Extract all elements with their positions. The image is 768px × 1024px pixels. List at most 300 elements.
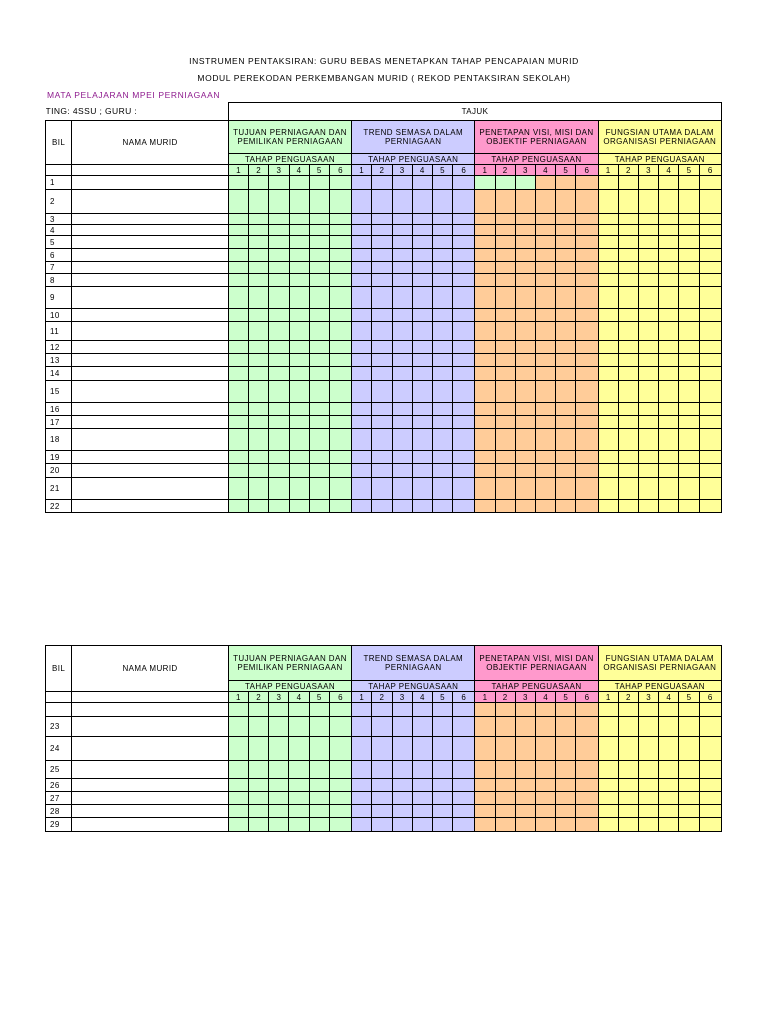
level-cell[interactable]: [598, 249, 618, 262]
level-cell[interactable]: [329, 367, 351, 381]
level-cell[interactable]: [289, 341, 309, 354]
level-cell[interactable]: [392, 309, 412, 322]
level-cell[interactable]: [659, 176, 679, 190]
level-cell[interactable]: [249, 287, 269, 309]
level-cell[interactable]: [372, 274, 392, 287]
level-cell[interactable]: [412, 176, 432, 190]
level-cell[interactable]: [352, 779, 372, 792]
level-cell[interactable]: [352, 737, 372, 761]
level-cell[interactable]: [475, 367, 495, 381]
level-cell[interactable]: [515, 761, 535, 779]
level-cell[interactable]: [556, 703, 576, 717]
level-cell[interactable]: [475, 381, 495, 403]
level-cell[interactable]: [412, 214, 432, 225]
level-cell[interactable]: [679, 249, 699, 262]
level-cell[interactable]: [352, 818, 372, 832]
level-cell[interactable]: [699, 262, 721, 274]
level-cell[interactable]: [412, 354, 432, 367]
level-cell[interactable]: [309, 225, 329, 236]
level-cell[interactable]: [536, 703, 556, 717]
level-cell[interactable]: [495, 367, 515, 381]
level-cell[interactable]: [412, 478, 432, 500]
level-cell[interactable]: [535, 249, 555, 262]
level-cell[interactable]: [679, 341, 699, 354]
level-cell[interactable]: [639, 805, 659, 818]
level-cell[interactable]: [392, 717, 412, 737]
level-cell[interactable]: [412, 190, 432, 214]
level-cell[interactable]: [289, 500, 309, 513]
level-cell[interactable]: [598, 429, 618, 451]
level-cell[interactable]: [618, 403, 638, 416]
level-cell[interactable]: [495, 779, 515, 792]
level-cell[interactable]: [659, 779, 679, 792]
level-cell[interactable]: [495, 703, 515, 717]
student-name-cell[interactable]: [72, 214, 229, 225]
level-cell[interactable]: [598, 322, 618, 341]
level-cell[interactable]: [495, 287, 515, 309]
level-cell[interactable]: [535, 176, 555, 190]
level-cell[interactable]: [495, 464, 515, 478]
level-cell[interactable]: [372, 779, 392, 792]
level-cell[interactable]: [432, 429, 452, 451]
level-cell[interactable]: [576, 367, 598, 381]
level-cell[interactable]: [372, 214, 392, 225]
level-cell[interactable]: [309, 367, 329, 381]
level-cell[interactable]: [228, 779, 248, 792]
level-cell[interactable]: [392, 236, 412, 249]
level-cell[interactable]: [432, 478, 452, 500]
level-cell[interactable]: [269, 403, 289, 416]
level-cell[interactable]: [639, 274, 659, 287]
level-cell[interactable]: [352, 249, 372, 262]
level-cell[interactable]: [249, 274, 269, 287]
level-cell[interactable]: [618, 341, 638, 354]
level-cell[interactable]: [228, 262, 248, 274]
level-cell[interactable]: [372, 403, 392, 416]
level-cell[interactable]: [329, 805, 351, 818]
level-cell[interactable]: [289, 236, 309, 249]
level-cell[interactable]: [598, 779, 618, 792]
level-cell[interactable]: [495, 236, 515, 249]
level-cell[interactable]: [412, 500, 432, 513]
level-cell[interactable]: [576, 322, 598, 341]
level-cell[interactable]: [515, 429, 535, 451]
level-cell[interactable]: [679, 429, 699, 451]
level-cell[interactable]: [432, 403, 452, 416]
level-cell[interactable]: [453, 367, 475, 381]
level-cell[interactable]: [659, 451, 679, 464]
level-cell[interactable]: [249, 478, 269, 500]
level-cell[interactable]: [679, 236, 699, 249]
level-cell[interactable]: [679, 274, 699, 287]
level-cell[interactable]: [453, 381, 475, 403]
level-cell[interactable]: [269, 761, 289, 779]
level-cell[interactable]: [329, 249, 351, 262]
level-cell[interactable]: [618, 429, 638, 451]
level-cell[interactable]: [228, 703, 248, 717]
level-cell[interactable]: [412, 737, 432, 761]
level-cell[interactable]: [598, 500, 618, 513]
level-cell[interactable]: [432, 792, 452, 805]
level-cell[interactable]: [249, 225, 269, 236]
level-cell[interactable]: [453, 403, 475, 416]
level-cell[interactable]: [639, 737, 659, 761]
level-cell[interactable]: [309, 249, 329, 262]
level-cell[interactable]: [679, 451, 699, 464]
level-cell[interactable]: [453, 805, 475, 818]
level-cell[interactable]: [598, 703, 618, 717]
level-cell[interactable]: [475, 500, 495, 513]
level-cell[interactable]: [515, 322, 535, 341]
level-cell[interactable]: [659, 381, 679, 403]
level-cell[interactable]: [309, 309, 329, 322]
level-cell[interactable]: [329, 354, 351, 367]
level-cell[interactable]: [699, 416, 721, 429]
level-cell[interactable]: [392, 818, 412, 832]
level-cell[interactable]: [515, 341, 535, 354]
level-cell[interactable]: [659, 403, 679, 416]
level-cell[interactable]: [576, 464, 598, 478]
level-cell[interactable]: [475, 287, 495, 309]
level-cell[interactable]: [352, 403, 372, 416]
level-cell[interactable]: [309, 403, 329, 416]
level-cell[interactable]: [679, 381, 699, 403]
level-cell[interactable]: [475, 703, 495, 717]
level-cell[interactable]: [576, 225, 598, 236]
level-cell[interactable]: [392, 287, 412, 309]
level-cell[interactable]: [269, 214, 289, 225]
level-cell[interactable]: [535, 236, 555, 249]
level-cell[interactable]: [576, 381, 598, 403]
level-cell[interactable]: [515, 381, 535, 403]
level-cell[interactable]: [372, 429, 392, 451]
level-cell[interactable]: [535, 287, 555, 309]
level-cell[interactable]: [269, 176, 289, 190]
level-cell[interactable]: [289, 451, 309, 464]
level-cell[interactable]: [495, 354, 515, 367]
level-cell[interactable]: [392, 354, 412, 367]
level-cell[interactable]: [618, 249, 638, 262]
level-cell[interactable]: [556, 381, 576, 403]
level-cell[interactable]: [249, 805, 269, 818]
level-cell[interactable]: [495, 225, 515, 236]
level-cell[interactable]: [392, 322, 412, 341]
level-cell[interactable]: [392, 341, 412, 354]
level-cell[interactable]: [659, 478, 679, 500]
level-cell[interactable]: [536, 792, 556, 805]
level-cell[interactable]: [699, 287, 721, 309]
level-cell[interactable]: [249, 309, 269, 322]
level-cell[interactable]: [309, 451, 329, 464]
level-cell[interactable]: [453, 429, 475, 451]
level-cell[interactable]: [515, 287, 535, 309]
level-cell[interactable]: [432, 214, 452, 225]
level-cell[interactable]: [372, 249, 392, 262]
level-cell[interactable]: [598, 761, 618, 779]
level-cell[interactable]: [269, 249, 289, 262]
level-cell[interactable]: [372, 703, 392, 717]
level-cell[interactable]: [352, 478, 372, 500]
level-cell[interactable]: [679, 403, 699, 416]
level-cell[interactable]: [639, 225, 659, 236]
student-name-cell[interactable]: [72, 429, 229, 451]
level-cell[interactable]: [392, 403, 412, 416]
level-cell[interactable]: [556, 287, 576, 309]
level-cell[interactable]: [515, 262, 535, 274]
level-cell[interactable]: [495, 761, 515, 779]
level-cell[interactable]: [535, 478, 555, 500]
level-cell[interactable]: [556, 403, 576, 416]
level-cell[interactable]: [372, 341, 392, 354]
level-cell[interactable]: [432, 381, 452, 403]
level-cell[interactable]: [372, 190, 392, 214]
level-cell[interactable]: [659, 236, 679, 249]
level-cell[interactable]: [618, 381, 638, 403]
level-cell[interactable]: [289, 381, 309, 403]
level-cell[interactable]: [515, 805, 535, 818]
level-cell[interactable]: [659, 287, 679, 309]
level-cell[interactable]: [576, 717, 598, 737]
level-cell[interactable]: [556, 214, 576, 225]
level-cell[interactable]: [249, 792, 269, 805]
level-cell[interactable]: [453, 354, 475, 367]
level-cell[interactable]: [453, 737, 475, 761]
level-cell[interactable]: [269, 416, 289, 429]
level-cell[interactable]: [556, 500, 576, 513]
level-cell[interactable]: [289, 225, 309, 236]
level-cell[interactable]: [453, 779, 475, 792]
level-cell[interactable]: [495, 429, 515, 451]
level-cell[interactable]: [249, 214, 269, 225]
level-cell[interactable]: [618, 274, 638, 287]
level-cell[interactable]: [598, 478, 618, 500]
level-cell[interactable]: [699, 717, 721, 737]
level-cell[interactable]: [309, 190, 329, 214]
level-cell[interactable]: [392, 792, 412, 805]
level-cell[interactable]: [372, 416, 392, 429]
level-cell[interactable]: [352, 287, 372, 309]
level-cell[interactable]: [556, 779, 576, 792]
level-cell[interactable]: [392, 464, 412, 478]
level-cell[interactable]: [249, 464, 269, 478]
level-cell[interactable]: [598, 416, 618, 429]
level-cell[interactable]: [432, 818, 452, 832]
level-cell[interactable]: [495, 274, 515, 287]
level-cell[interactable]: [576, 190, 598, 214]
level-cell[interactable]: [699, 341, 721, 354]
level-cell[interactable]: [329, 403, 351, 416]
level-cell[interactable]: [618, 451, 638, 464]
level-cell[interactable]: [228, 249, 248, 262]
level-cell[interactable]: [639, 249, 659, 262]
level-cell[interactable]: [598, 214, 618, 225]
level-cell[interactable]: [392, 779, 412, 792]
level-cell[interactable]: [475, 214, 495, 225]
level-cell[interactable]: [576, 249, 598, 262]
student-name-cell[interactable]: [72, 287, 229, 309]
level-cell[interactable]: [412, 464, 432, 478]
level-cell[interactable]: [699, 500, 721, 513]
level-cell[interactable]: [432, 761, 452, 779]
level-cell[interactable]: [432, 287, 452, 309]
level-cell[interactable]: [618, 464, 638, 478]
level-cell[interactable]: [453, 341, 475, 354]
level-cell[interactable]: [453, 236, 475, 249]
level-cell[interactable]: [372, 176, 392, 190]
level-cell[interactable]: [249, 737, 269, 761]
level-cell[interactable]: [576, 792, 598, 805]
level-cell[interactable]: [639, 761, 659, 779]
level-cell[interactable]: [679, 805, 699, 818]
level-cell[interactable]: [329, 717, 351, 737]
level-cell[interactable]: [679, 262, 699, 274]
level-cell[interactable]: [639, 818, 659, 832]
level-cell[interactable]: [618, 176, 638, 190]
level-cell[interactable]: [679, 416, 699, 429]
level-cell[interactable]: [432, 451, 452, 464]
level-cell[interactable]: [535, 309, 555, 322]
level-cell[interactable]: [329, 416, 351, 429]
student-name-cell[interactable]: [72, 737, 229, 761]
level-cell[interactable]: [699, 792, 721, 805]
level-cell[interactable]: [699, 354, 721, 367]
level-cell[interactable]: [475, 451, 495, 464]
level-cell[interactable]: [495, 309, 515, 322]
level-cell[interactable]: [228, 464, 248, 478]
level-cell[interactable]: [639, 354, 659, 367]
level-cell[interactable]: [228, 236, 248, 249]
level-cell[interactable]: [228, 805, 248, 818]
student-name-cell[interactable]: [72, 805, 229, 818]
level-cell[interactable]: [372, 322, 392, 341]
level-cell[interactable]: [228, 190, 248, 214]
level-cell[interactable]: [576, 309, 598, 322]
level-cell[interactable]: [453, 416, 475, 429]
level-cell[interactable]: [309, 818, 329, 832]
level-cell[interactable]: [639, 429, 659, 451]
level-cell[interactable]: [289, 792, 309, 805]
level-cell[interactable]: [475, 341, 495, 354]
level-cell[interactable]: [576, 779, 598, 792]
student-name-cell[interactable]: [72, 403, 229, 416]
level-cell[interactable]: [495, 249, 515, 262]
level-cell[interactable]: [618, 287, 638, 309]
level-cell[interactable]: [598, 354, 618, 367]
level-cell[interactable]: [515, 236, 535, 249]
level-cell[interactable]: [392, 478, 412, 500]
level-cell[interactable]: [352, 190, 372, 214]
level-cell[interactable]: [432, 464, 452, 478]
level-cell[interactable]: [699, 737, 721, 761]
level-cell[interactable]: [679, 225, 699, 236]
level-cell[interactable]: [269, 354, 289, 367]
level-cell[interactable]: [679, 367, 699, 381]
level-cell[interactable]: [639, 478, 659, 500]
level-cell[interactable]: [659, 761, 679, 779]
level-cell[interactable]: [598, 367, 618, 381]
level-cell[interactable]: [392, 225, 412, 236]
level-cell[interactable]: [269, 274, 289, 287]
level-cell[interactable]: [495, 262, 515, 274]
level-cell[interactable]: [556, 341, 576, 354]
level-cell[interactable]: [639, 341, 659, 354]
level-cell[interactable]: [639, 500, 659, 513]
level-cell[interactable]: [329, 703, 351, 717]
level-cell[interactable]: [598, 792, 618, 805]
level-cell[interactable]: [495, 500, 515, 513]
level-cell[interactable]: [453, 717, 475, 737]
student-name-cell[interactable]: [72, 236, 229, 249]
level-cell[interactable]: [329, 381, 351, 403]
level-cell[interactable]: [329, 309, 351, 322]
student-name-cell[interactable]: [72, 381, 229, 403]
level-cell[interactable]: [699, 190, 721, 214]
level-cell[interactable]: [515, 464, 535, 478]
level-cell[interactable]: [535, 416, 555, 429]
level-cell[interactable]: [699, 381, 721, 403]
level-cell[interactable]: [576, 214, 598, 225]
level-cell[interactable]: [412, 761, 432, 779]
level-cell[interactable]: [372, 818, 392, 832]
level-cell[interactable]: [556, 354, 576, 367]
level-cell[interactable]: [392, 176, 412, 190]
level-cell[interactable]: [515, 354, 535, 367]
level-cell[interactable]: [699, 309, 721, 322]
level-cell[interactable]: [659, 262, 679, 274]
level-cell[interactable]: [535, 354, 555, 367]
level-cell[interactable]: [289, 190, 309, 214]
level-cell[interactable]: [309, 500, 329, 513]
level-cell[interactable]: [289, 176, 309, 190]
level-cell[interactable]: [228, 214, 248, 225]
level-cell[interactable]: [352, 451, 372, 464]
level-cell[interactable]: [269, 262, 289, 274]
level-cell[interactable]: [352, 717, 372, 737]
level-cell[interactable]: [618, 779, 638, 792]
level-cell[interactable]: [659, 367, 679, 381]
level-cell[interactable]: [618, 805, 638, 818]
level-cell[interactable]: [269, 792, 289, 805]
level-cell[interactable]: [618, 792, 638, 805]
level-cell[interactable]: [309, 214, 329, 225]
level-cell[interactable]: [515, 309, 535, 322]
level-cell[interactable]: [679, 176, 699, 190]
level-cell[interactable]: [228, 322, 248, 341]
level-cell[interactable]: [556, 451, 576, 464]
student-name-cell[interactable]: [72, 274, 229, 287]
level-cell[interactable]: [329, 322, 351, 341]
level-cell[interactable]: [598, 737, 618, 761]
level-cell[interactable]: [432, 341, 452, 354]
level-cell[interactable]: [309, 805, 329, 818]
level-cell[interactable]: [598, 717, 618, 737]
student-name-cell[interactable]: [72, 779, 229, 792]
level-cell[interactable]: [309, 341, 329, 354]
level-cell[interactable]: [576, 478, 598, 500]
level-cell[interactable]: [432, 805, 452, 818]
level-cell[interactable]: [372, 500, 392, 513]
level-cell[interactable]: [556, 737, 576, 761]
level-cell[interactable]: [372, 805, 392, 818]
level-cell[interactable]: [412, 367, 432, 381]
level-cell[interactable]: [228, 225, 248, 236]
level-cell[interactable]: [475, 236, 495, 249]
level-cell[interactable]: [228, 717, 248, 737]
level-cell[interactable]: [392, 249, 412, 262]
level-cell[interactable]: [515, 818, 535, 832]
level-cell[interactable]: [372, 737, 392, 761]
level-cell[interactable]: [412, 805, 432, 818]
